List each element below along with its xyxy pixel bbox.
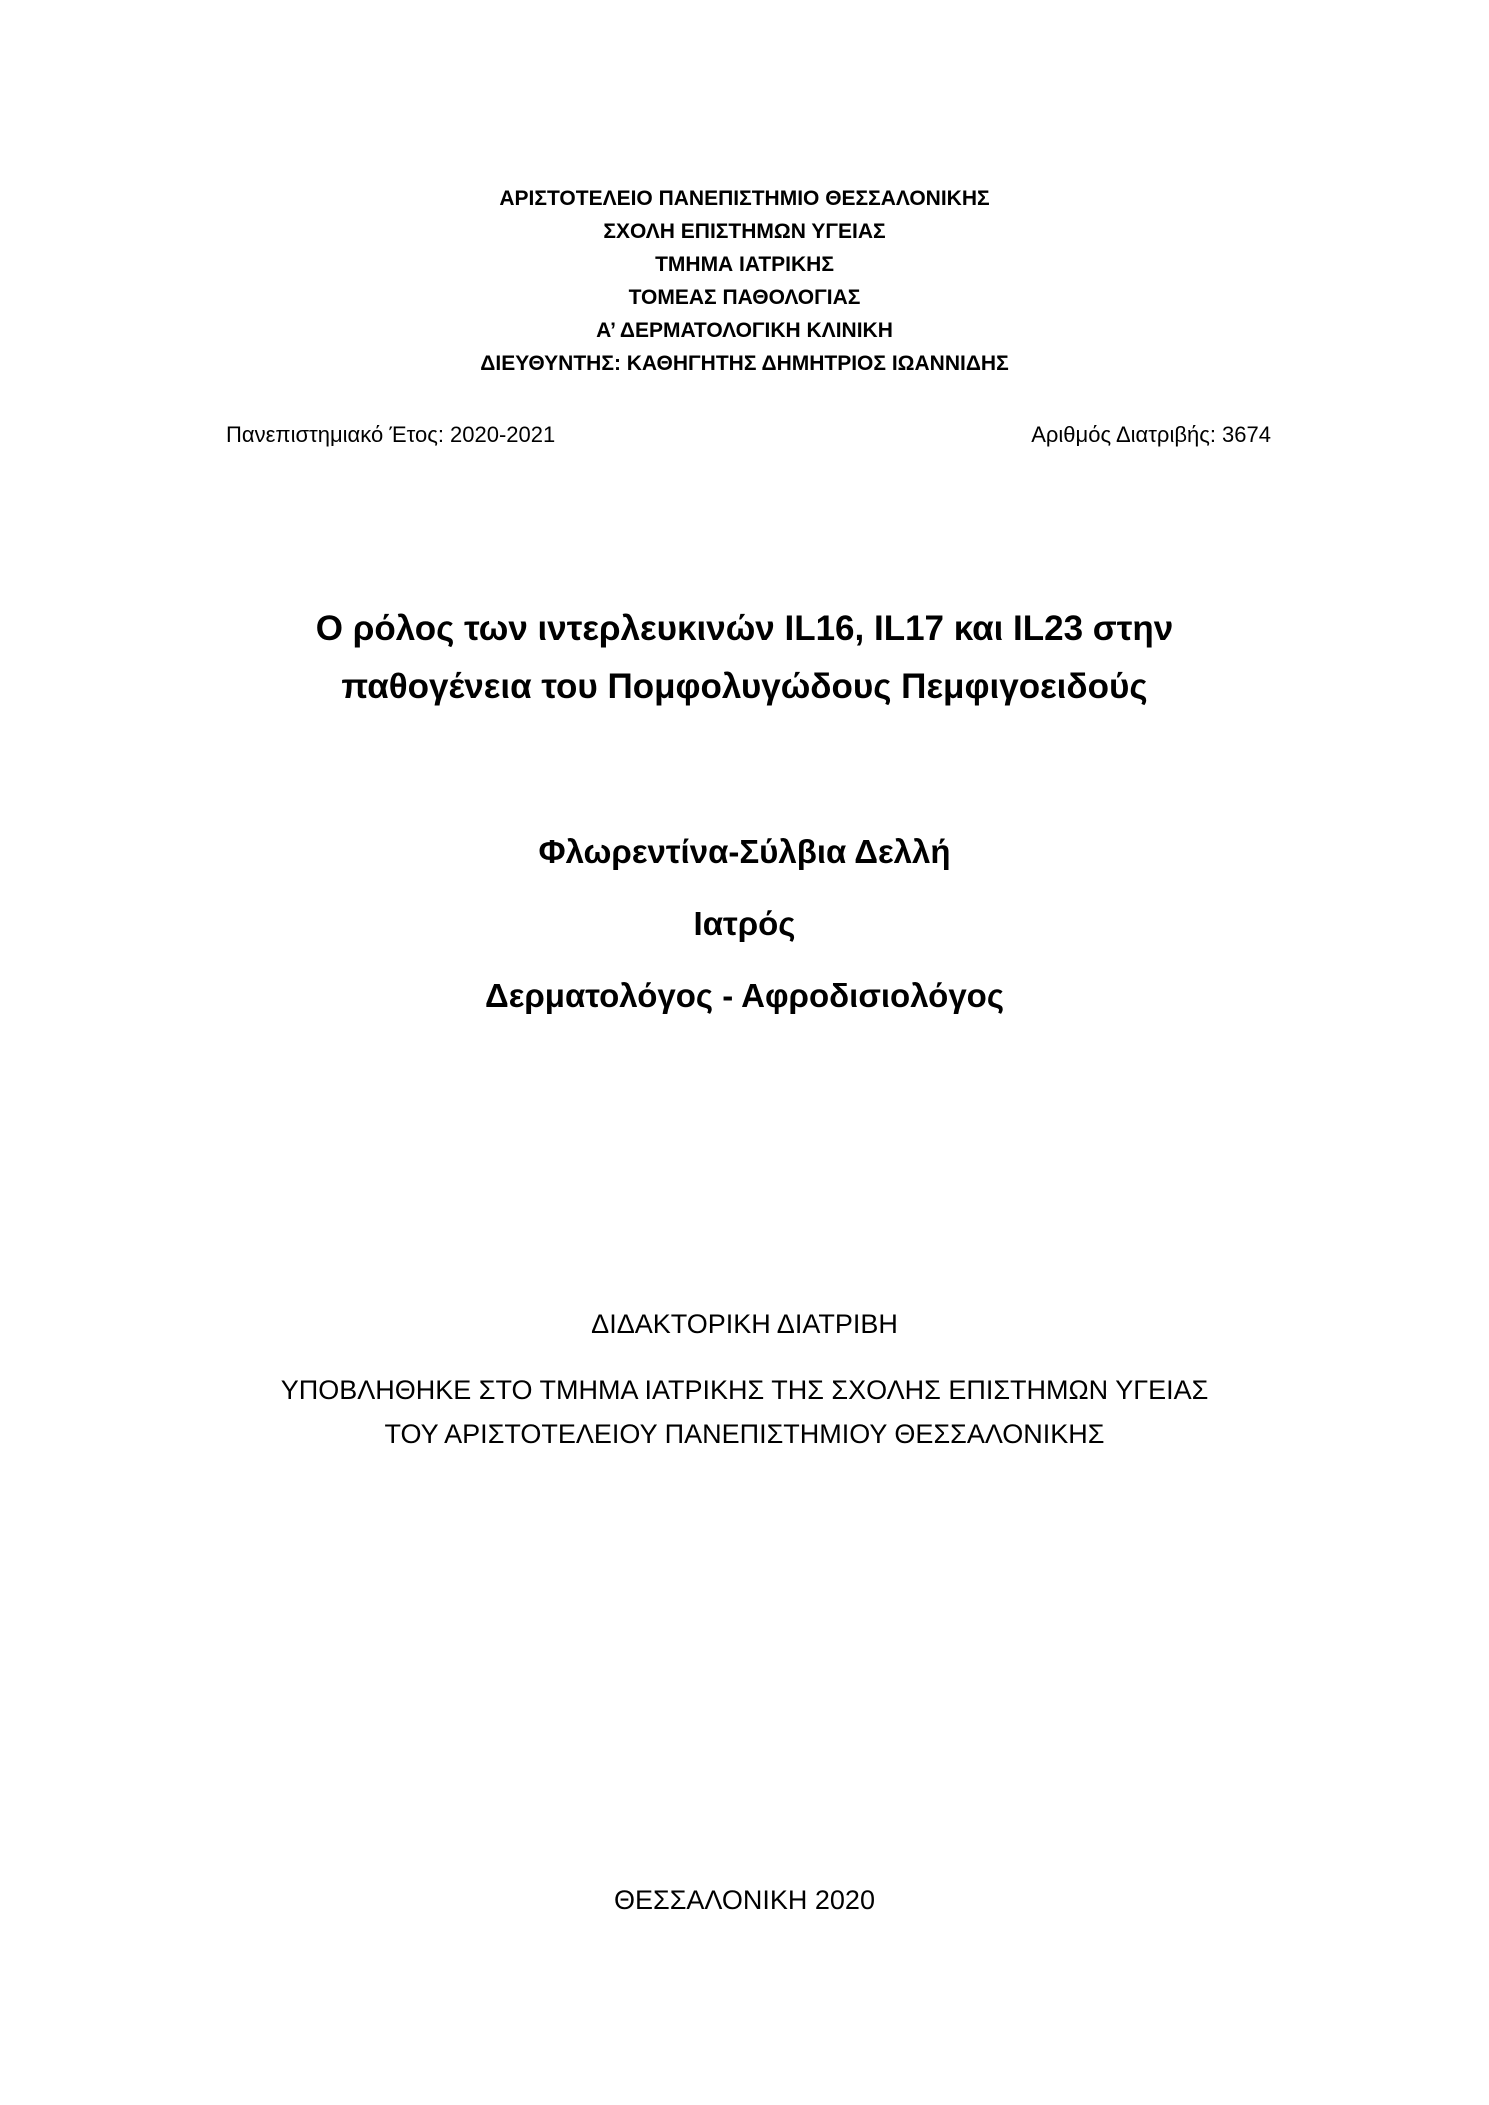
thesis-title-line: Ο ρόλος των ιντερλευκινών IL16, IL17 και IL23 στην (315, 609, 1174, 648)
author-name: Φλωρεντίνα-Σύλβια Δελλή (538, 833, 951, 870)
institution-header (0, 182, 1489, 380)
thesis-title (0, 600, 1489, 716)
thesis-title-line: παθογένεια του Πομφολυγώδους Πεμφιγοειδούς (341, 667, 1148, 706)
department-name: ΤΜΗΜΑ ΙΑΤΡΙΚΗΣ (655, 253, 834, 276)
author-specialty: Δερματολόγος - Αφροδισιολόγος (485, 977, 1004, 1014)
thesis-number: Αριθμός Διατριβής: 3674 (1031, 422, 1271, 447)
author-block (0, 816, 1489, 1032)
director-line: ΔΙΕΥΘΥΝΤΗΣ: ΚΑΘΗΓΗΤΗΣ ΔΗΜΗΤΡΙΟΣ ΙΩΑΝΝΙΔΗΣ (480, 352, 1009, 375)
clinic-name: Α’ ΔΕΡΜΑΤΟΛΟΓΙΚΗ ΚΛΙΝΙΚΗ (596, 319, 893, 342)
place-year: ΘΕΣΣΑΛΟΝΙΚΗ 2020 (614, 1885, 875, 1915)
sector-name: ΤΟΜΕΑΣ ΠΑΘΟΛΟΓΙΑΣ (628, 286, 861, 309)
submission-line: ΥΠΟΒΛΗΘΗΚΕ ΣΤΟ ΤΜΗΜΑ ΙΑΤΡΙΚΗΣ ΤΗΣ ΣΧΟΛΗΣ ΕΠΙΣΤΗΜΩΝ ΥΓΕΙΑΣ (280, 1375, 1209, 1405)
academic-year: Πανεπιστημιακό Έτος: 2020-2021 (226, 422, 556, 447)
university-name: ΑΡΙΣΤΟΤΕΛΕΙΟ ΠΑΝΕΠΙΣΤΗΜΙΟ ΘΕΣΣΑΛΟΝΙΚΗΣ (499, 187, 990, 210)
thesis-type: ΔΙΔΑΚΤΟΡΙΚΗ ΔΙΑΤΡΙΒΗ (591, 1309, 898, 1339)
author-profession: Ιατρός (693, 905, 796, 942)
submission-statement (0, 1368, 1489, 1456)
submission-line: ΤΟΥ ΑΡΙΣΤΟΤΕΛΕΙΟΥ ΠΑΝΕΠΙΣΤΗΜΙΟΥ ΘΕΣΣΑΛΟΝΙΚΗΣ (384, 1419, 1105, 1449)
school-name: ΣΧΟΛΗ ΕΠΙΣΤΗΜΩΝ ΥΓΕΙΑΣ (603, 220, 886, 243)
